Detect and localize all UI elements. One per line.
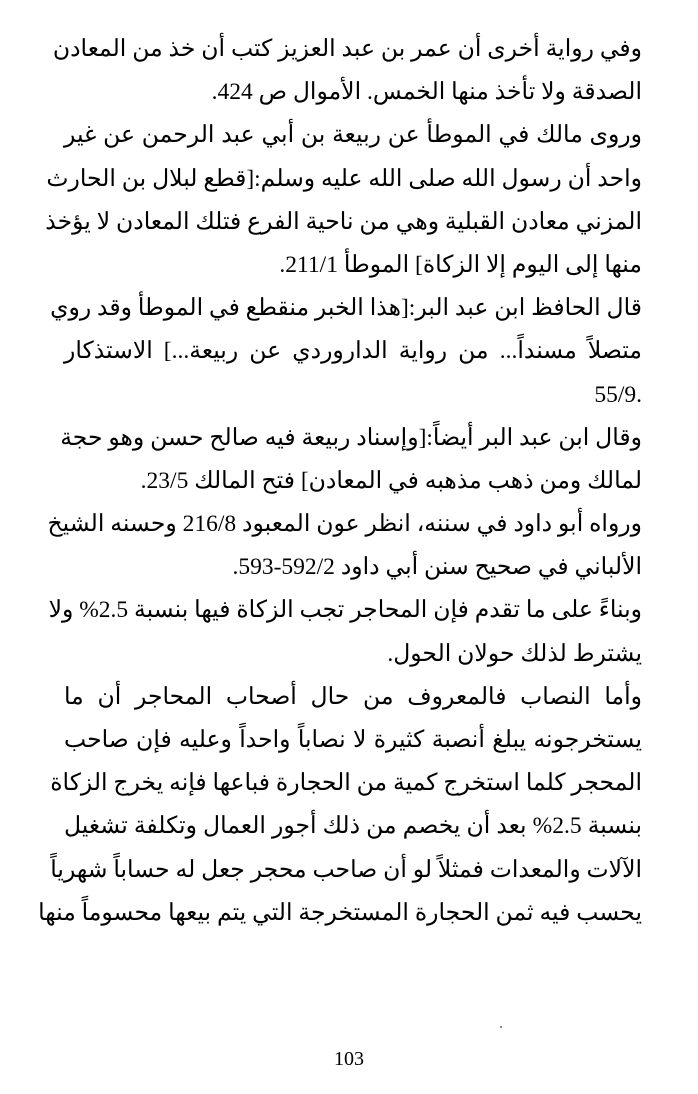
paragraph (50, 287, 642, 417)
scan-speck (500, 1026, 502, 1028)
paragraph (47, 503, 642, 589)
paragraph (45, 114, 642, 287)
text-line: الآلات والمعدات فمثلاً لو أن صاحب محجر جعل له حساباً شهرياً (50, 856, 642, 883)
text-line: الصدقة ولا تأخذ منها الخمس. الأموال ص 424. (211, 79, 642, 106)
text-line: متصلاً مسنداً... من رواية الداروردي عن ربيعة...] الاستذكار (64, 338, 642, 365)
text-line: وروى مالك في الموطأ عن ربيعة بن أبي عبد الرحمن عن غير (64, 122, 642, 149)
text-line: وبناءً على ما تقدم فإن المحاجر تجب الزكاة فيها بنسبة 2.5% ولا (48, 597, 642, 624)
text-line: .55/9 (594, 381, 642, 408)
text-line: وقال ابن عبد البر أيضاً:[وإسناد ربيعة فيه صالح حسن وهو حجة (60, 424, 642, 451)
text-line: لمالك ومن ذهب مذهبه في المعادن] فتح المالك 23/5. (140, 467, 642, 494)
text-line: ورواه أبو داود في سننه، انظر عون المعبود 216/8 وحسنه الشيخ (47, 511, 642, 538)
body-text (38, 28, 642, 935)
text-line: يستخرجونه يبلغ أنصبة كثيرة لا نصاباً واحداً وعليه فإن صاحب (64, 727, 642, 753)
text-line: المحجر كلما استخرج كمية من الحجارة فباعها فإنه يخرج الزكاة (50, 770, 642, 797)
paragraph (60, 417, 642, 503)
text-line: وفي رواية أخرى أن عمر بن عبد العزيز كتب أن خذ من المعادن (52, 36, 642, 62)
paragraph (52, 28, 642, 114)
text-line: وأما النصاب فالمعروف من حال أصحاب المحاجر أن ما (64, 683, 642, 710)
page-number: 103 (334, 1048, 364, 1070)
text-line: واحد أن رسول الله صلى الله عليه وسلم:[قطع لبلال بن الحارث (46, 165, 642, 192)
text-line: المزني معادن القبلية وهي من ناحية الفرع فتلك المعادن لا يؤخذ (45, 208, 642, 235)
text-line: منها إلى اليوم إلا الزكاة] الموطأ 211/1. (279, 251, 642, 278)
text-line: يشترط لذلك حولان الحول. (387, 640, 642, 667)
text-line: بنسبة 2.5% بعد أن يخصم من ذلك أجور العمال وتكلفة تشغيل (64, 813, 642, 840)
paragraph (48, 589, 642, 675)
paragraph (38, 676, 642, 935)
text-line: يحسب فيه ثمن الحجارة المستخرجة التي يتم بيعها محسوماً منها (38, 899, 642, 926)
text-line: قال الحافظ ابن عبد البر:[هذا الخبر منقطع في الموطأ وقد روي (50, 295, 642, 322)
text-line: الألباني في صحيح سنن أبي داود 592/2-593. (232, 554, 642, 581)
